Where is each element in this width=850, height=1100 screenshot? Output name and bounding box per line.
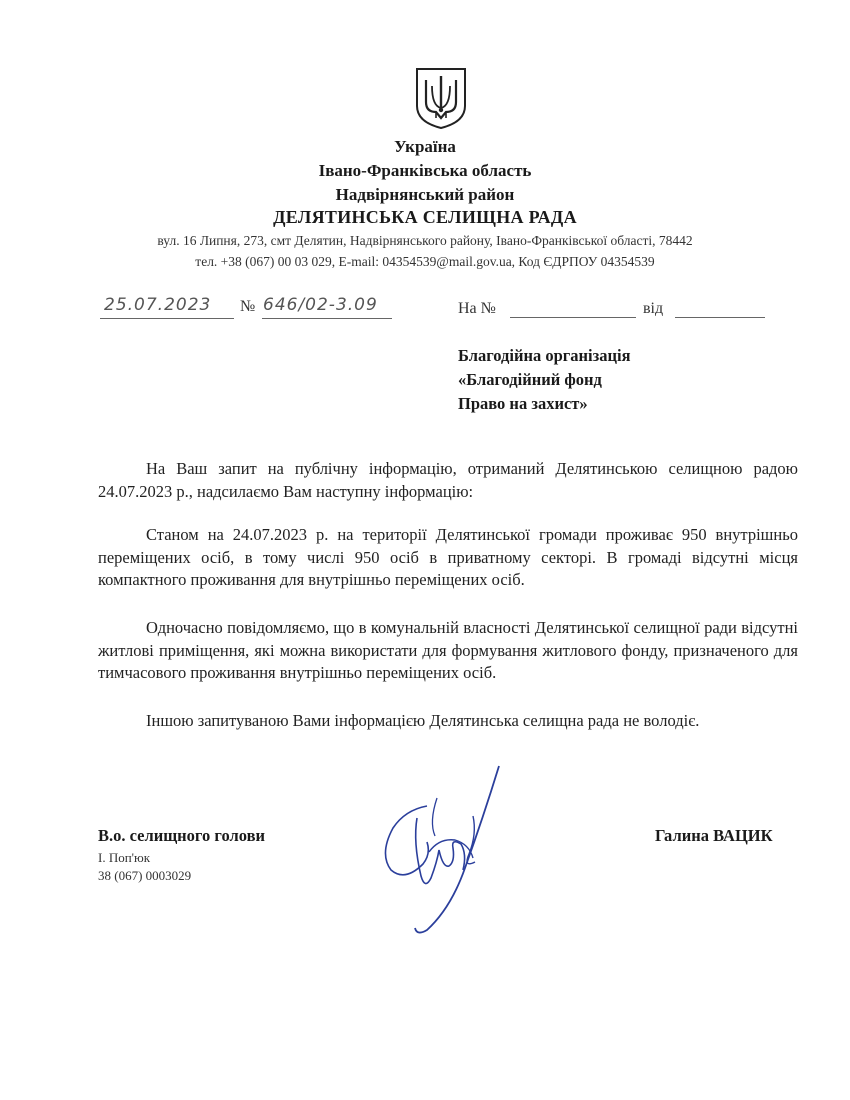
- outgoing-number-underline: [262, 318, 392, 319]
- incoming-number-line: [510, 317, 636, 318]
- header-address: вул. 16 Липня, 273, смт Делятин, Надвірнянського району, Івано-Франківської області, 78442: [157, 233, 693, 248]
- executor-phone: 38 (067) 0003029: [98, 868, 192, 883]
- outgoing-date: 25.07.2023: [104, 295, 212, 315]
- outgoing-number: 646/02-3.09: [263, 295, 378, 315]
- recipient-line-1: Благодійна організація: [458, 346, 631, 365]
- incoming-date-line: [675, 317, 765, 318]
- recipient-line-2: «Благодійний фонд: [458, 370, 602, 389]
- signatory-name: Галина ВАЦИК: [655, 826, 773, 845]
- outgoing-number-sign: №: [240, 298, 256, 315]
- header-district: Надвірнянський район: [335, 185, 515, 204]
- header-council: ДЕЛЯТИНСЬКА СЕЛИЩНА РАДА: [273, 207, 577, 227]
- body-paragraph-3: Одночасно повідомляємо, що в комунальній власності Делятинської селищної ради відсутні житлові приміщення, які можна використати для формування житлового фонду, призначеного для тимчасового проживання внутрішньо переміщених осіб.: [98, 618, 798, 682]
- header-contacts: тел. +38 (067) 00 03 029, E-mail: 04354539@mail.gov.ua, Код ЄДРПОУ 04354539: [195, 254, 655, 269]
- recipient-line-3: Право на захист»: [458, 394, 588, 413]
- header-region: Івано-Франківська область: [318, 161, 532, 180]
- body-paragraph-4: Іншою запитуваною Вами інформацією Делятинська селищна рада не володіє.: [146, 711, 700, 730]
- coat-of-arms-icon: [414, 66, 468, 130]
- signatory-title: В.о. селищного голови: [98, 826, 266, 845]
- executor-name: І. Поп'юк: [98, 850, 151, 865]
- incoming-number-label: На №: [458, 300, 496, 317]
- incoming-date-label: від: [643, 300, 664, 317]
- body-paragraph-1: На Ваш запит на публічну інформацію, отриманий Делятинською селищною радою 24.07.2023 р., надсилаємо Вам наступну інформацію:: [98, 459, 798, 501]
- handwritten-signature: [365, 758, 515, 958]
- header-country: Україна: [394, 137, 456, 156]
- outgoing-date-underline: [100, 318, 234, 319]
- body-paragraph-2: Станом на 24.07.2023 р. на території Делятинської громади проживає 950 внутрішньо переміщених осіб, в тому числі 950 осіб в приватному секторі. В громаді відсутні місця компактного проживання для внутрішньо переміщених осіб.: [98, 525, 798, 589]
